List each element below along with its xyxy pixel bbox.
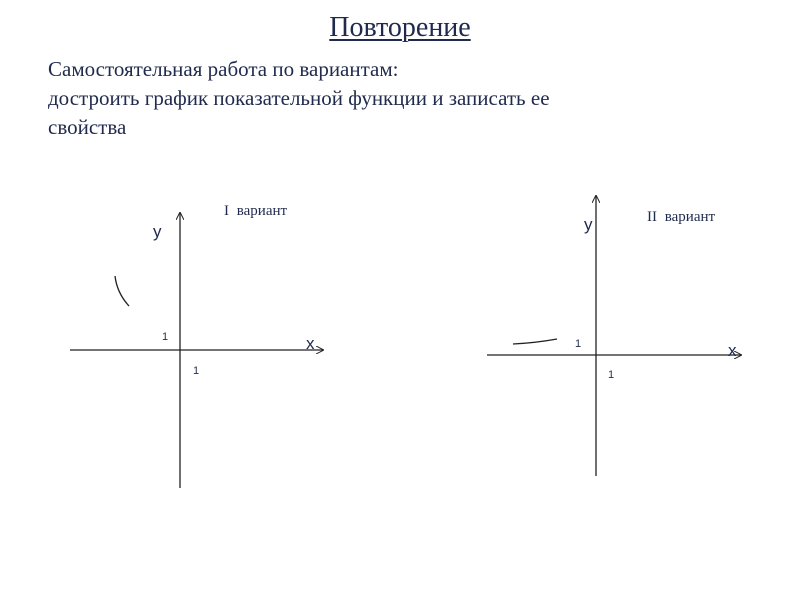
variant-1-label — [224, 203, 288, 219]
variant-2-plot — [487, 196, 741, 476]
variant-2-label-roman: II — [647, 209, 657, 225]
variant-1-x-axis-label: х — [306, 334, 315, 353]
variant-1-curve-fragment — [115, 276, 129, 306]
variant-2-curve-fragment — [513, 339, 557, 344]
slide-title: Повторение — [329, 12, 471, 43]
variant-1-y-tick: 1 — [162, 331, 169, 343]
variant-2-x-axis-label: х — [728, 341, 737, 360]
task-line-1: достроить график показательной функции и записать ее — [48, 86, 550, 110]
variant-1-label-word: вариант — [236, 203, 288, 219]
variant-1-x-tick: 1 — [193, 365, 200, 377]
variant-2-y-axis-label: у — [584, 215, 593, 234]
variant-1-y-axis-label: у — [153, 222, 162, 241]
variant-2-label — [647, 209, 716, 225]
task-line-2: свойства — [48, 115, 127, 139]
variant-2-x-tick: 1 — [608, 369, 615, 381]
variant-2-label-word: вариант — [664, 209, 716, 225]
variant-2-y-tick: 1 — [575, 338, 582, 350]
variant-1-label-roman: I — [224, 203, 229, 219]
variant-1-plot — [70, 203, 323, 488]
intro-line: Самостоятельная работа по вариантам: — [48, 57, 399, 81]
